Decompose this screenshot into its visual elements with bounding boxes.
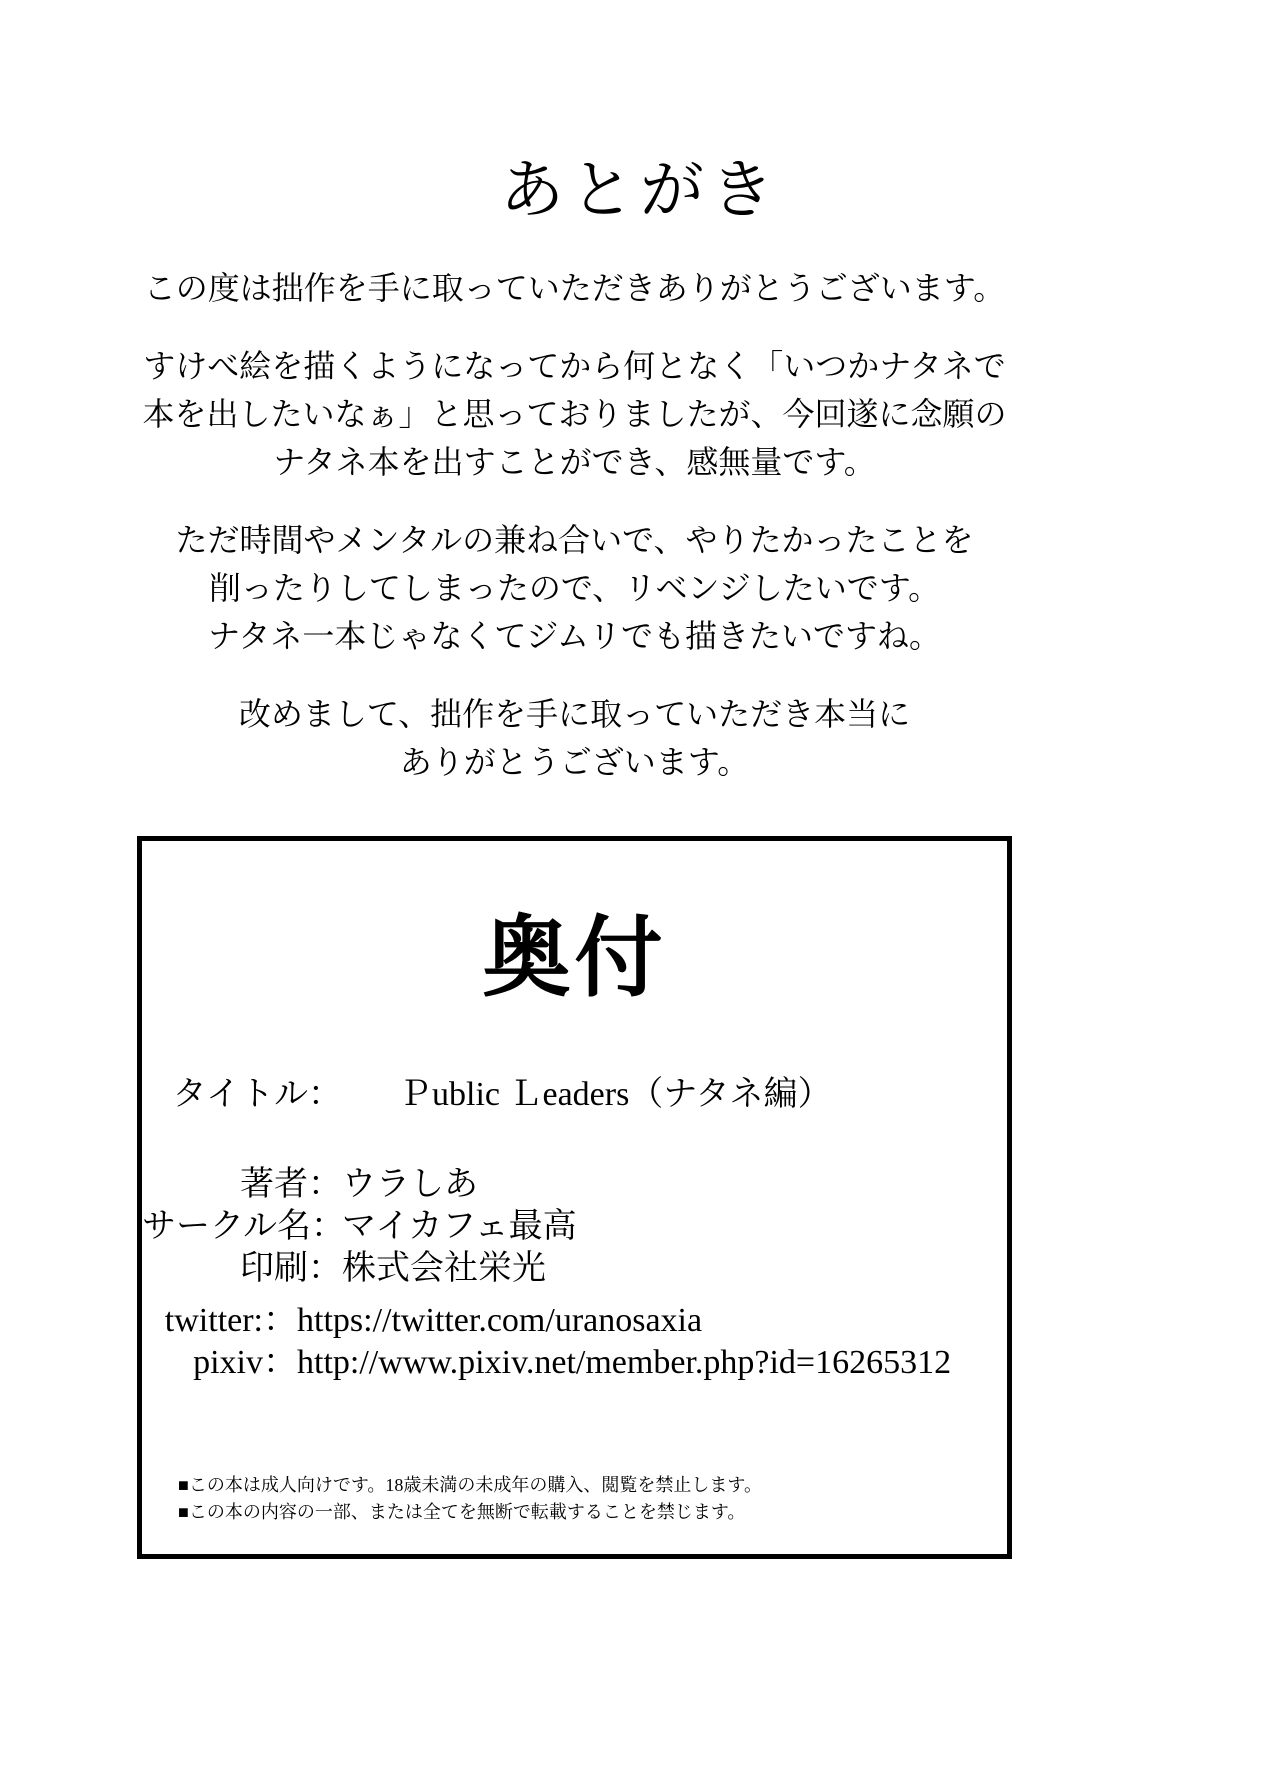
author-value: ウラしあ [342,1165,478,1203]
text-line: ナタネ本を出すことができ、感無量です。 [273,443,876,480]
pixiv-label: pixiv： [193,1343,297,1381]
twitter-url: https://twitter.com/uranosaxia [297,1301,703,1339]
circle-label: サークル名： [142,1207,345,1245]
printer-row [142,1248,1007,1290]
colophon-credits [142,1164,1007,1290]
text-line: ただ時間やメンタルの兼ね合いで、やりたかったことを [175,521,974,558]
colophon-contacts [142,1300,1007,1384]
afterword-paragraph-4 [137,690,1012,786]
colophon-box [137,836,1012,1559]
adult-notice: ■この本は成人向けです。18歳未満の未成年の購入、閲覧を禁止します。 [178,1474,762,1495]
circle-row [142,1206,1007,1248]
pixiv-url: http://www.pixiv.net/member.php?id=16265312 [297,1343,952,1381]
text-line: ナタネ一本じゃなくてジムリでも描きたいですね。 [207,617,942,654]
reprint-notice: ■この本の内容の一部、または全てを無断で転載することを禁じます。 [178,1501,746,1522]
text-line: ありがとうございます。 [399,743,750,780]
printer-label: 印刷： [240,1249,342,1287]
colophon-notices [178,1472,1007,1526]
circle-value: マイカフェ最高 [342,1207,577,1245]
afterword-paragraph-3 [137,516,1012,660]
text-line: 改めまして、拙作を手に取っていただき本当に [238,695,911,732]
twitter-row [142,1300,1007,1342]
author-row [142,1164,1007,1206]
text-line: すけべ絵を描くようになってから何となく「いつかナタネで [143,347,1006,384]
afterword-paragraph-1 [137,264,1012,312]
afterword-body [137,264,1012,786]
title-label: タイトル： [172,1075,342,1113]
afterword-title: あとがき [500,155,780,226]
colophon-heading: 奥付 [482,910,667,1008]
colophon-title-row [142,1074,1007,1116]
pixiv-row [142,1342,1007,1384]
author-label: 著者： [240,1165,342,1203]
text-line: 削ったりしてしまったので、リベンジしたいです。 [208,569,941,606]
title-value: Ｐublic Ｌeaders（ナタネ編） [398,1075,832,1113]
printer-value: 株式会社栄光 [342,1249,546,1287]
text-line: 本を出したいなぁ」と思っておりましたが、今回遂に念願の [142,395,1007,432]
twitter-label: twitter:： [164,1301,297,1339]
afterword-paragraph-2 [137,342,1012,486]
text-line: この度は拙作を手に取っていただきありがとうございます。 [143,269,1006,306]
